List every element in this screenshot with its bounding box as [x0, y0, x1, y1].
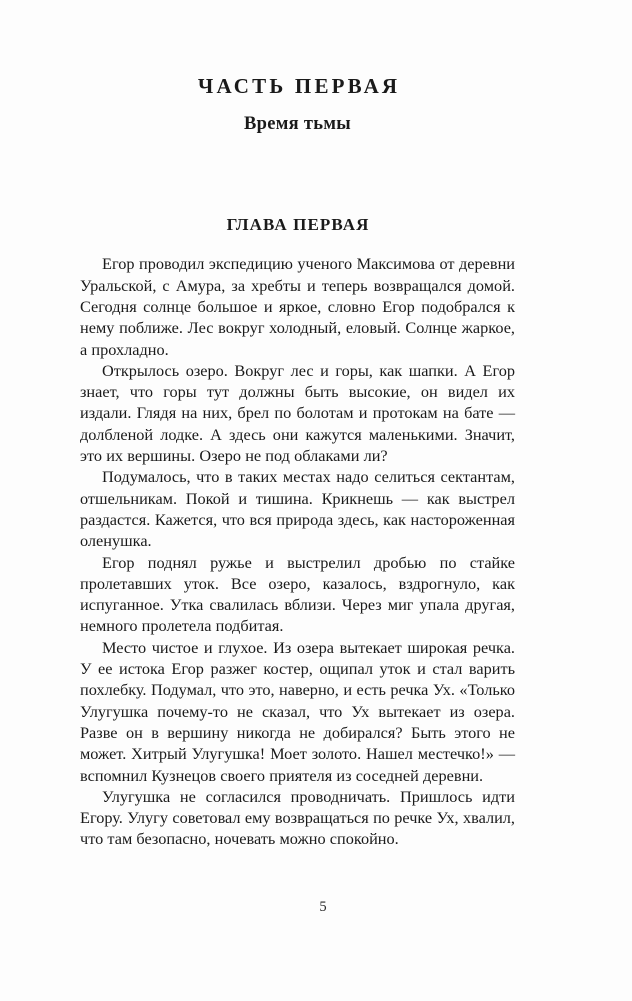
- body-paragraph: Подумалось, что в таких местах надо селиться сектантам, отшельникам. Покой и тишина. Крикнешь — как выстрел раздастся. Кажется, что вся природа здесь, как настороженная оленушка.: [80, 467, 515, 551]
- body-paragraph: Егор поднял ружье и выстрелил дробью по стайке пролетавших уток. Все озеро, казалось, вздрогнуло, как испуганное. Утка свалилась вблизи. Через миг упала другая, немного пролетела подбитая.: [80, 552, 515, 636]
- body-paragraph: Открылось озеро. Вокруг лес и горы, как шапки. А Егор знает, что горы тут должны быть высокие, он видел их издали. Глядя на них, брел по болотам и протокам на бате — долбленой лодке. А здесь они кажутся маленькими. Значит, это их вершины. Озеро не под облаками ли?: [80, 360, 515, 466]
- part-title: ЧАСТЬ ПЕРВАЯ: [197, 74, 401, 98]
- body-paragraph: Место чистое и глухое. Из озера вытекает широкая речка. У ее истока Егор разжег костер, ощипал уток и стал варить похлебку. Подумал, что это, наверно, и есть речка Ух. «Только Улугушка почему-то не сказал, что Ух вытекает из озера. Разве он в вершину никогда не добирался? Быть этого не может. Хитрый Улугушка! Моет золото. Нашел местечко!» — вспомнил Кузнецов своего приятеля из соседней деревни.: [80, 637, 515, 785]
- part-heading-block: [80, 0, 515, 135]
- page-number: 5: [319, 899, 327, 915]
- part-subtitle: Время тьмы: [244, 114, 351, 135]
- chapter-title: ГЛАВА ПЕРВАЯ: [226, 215, 370, 235]
- text-column: [80, 0, 515, 850]
- body-text: [80, 235, 515, 849]
- body-paragraph: Улугушка не согласился проводничать. Пришлось идти Егору. Улугу советовал ему возвращаться по речке Ух, хвалил, что там безопасно, ночевать можно спокойно.: [80, 786, 515, 849]
- page-footer: [0, 898, 632, 916]
- body-paragraph: Егор проводил экспедицию ученого Максимова от деревни Уральской, с Амура, за хребты и теперь возвращался домой. Сегодня солнце большое и яркое, словно Егор подобрался к нему поближе. Лес вокруг холодный, еловый. Солнце жаркое, а прохладно.: [80, 254, 515, 359]
